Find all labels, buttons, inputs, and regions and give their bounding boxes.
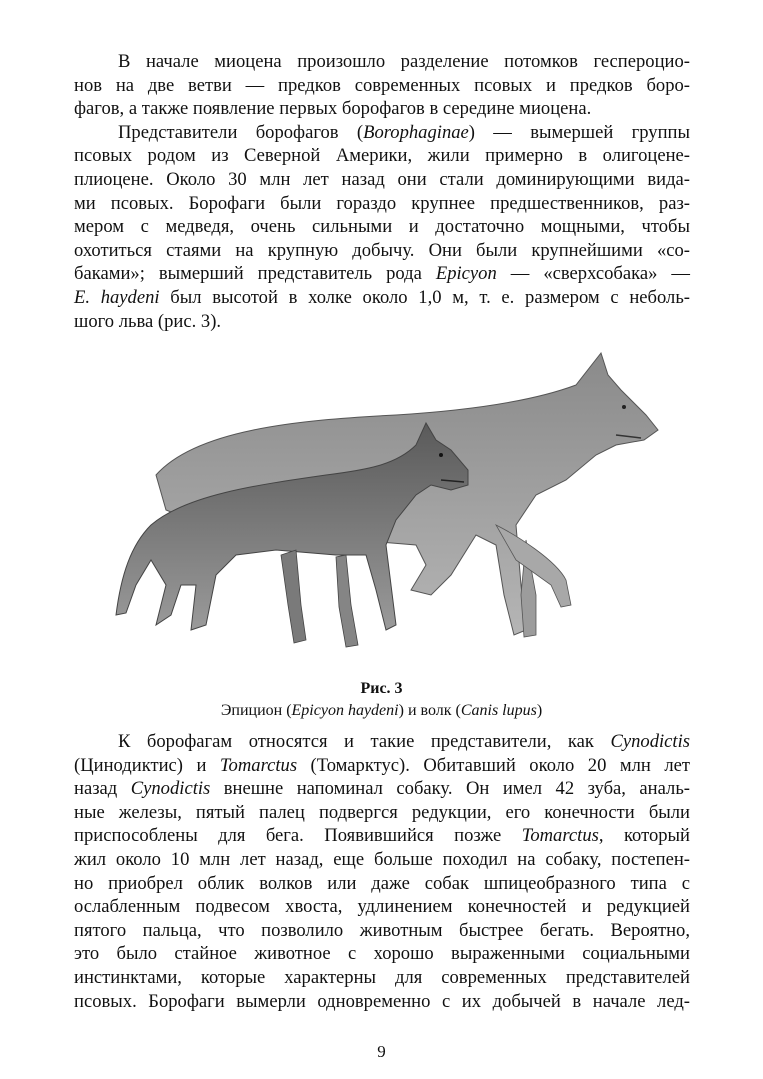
figure-caption: Эпицион (Epicyon haydeni) и волк (Canis lupus) (220, 702, 543, 719)
paragraph-1 (74, 50, 690, 121)
text-line: инстинктами, которые характерны для современных представителей (74, 966, 690, 988)
figure-epicyon-and-wolf (96, 345, 666, 665)
text-line: шого льва (рис. 3). (74, 310, 222, 332)
text-line: приспособлены для бега. Появившийся позже Tomarctus, который (74, 825, 690, 847)
text-line: мером с медведя, очень сильными и достаточно мощными, чтобы (74, 216, 690, 238)
text-line: плиоцене. Около 30 млн лет назад они стали доминирующими вида- (74, 168, 690, 190)
figure-title: Рис. 3 (360, 680, 403, 697)
text-line: но приобрел облик волков или даже собак шпицеобразного типа с (74, 872, 690, 894)
text-line: пятого пальца, что позволило животным быстрее бегать. Вероятно, (74, 919, 690, 941)
text-line: В начале миоцена произошло разделение потомков гесперoцио- (118, 51, 690, 72)
text-line: псовых. Борофаги вымерли одновременно с их добычей в начале лед- (74, 990, 690, 1012)
text-line: (Цинодиктис) и Tomarctus (Томарктус). Обитавший около 20 млн лет (74, 754, 691, 776)
text-line: ми псовых. Борофаги были гораздо крупнее предшественников, раз- (74, 192, 690, 214)
text-bottom (74, 730, 690, 1013)
text-top (74, 50, 690, 333)
text-line: псовых родом из Северной Америки, жили примерно в олигоцене- (74, 145, 690, 167)
text-line: ослабленным подвесом хвоста, удлинением конечностей и редукцией (74, 896, 690, 918)
text-line: E. haydeni был высотой в холке около 1,0 м, т. е. размером с неболь- (74, 286, 691, 308)
paragraph-3 (74, 730, 690, 1013)
text-line: К борофагам относятся и такие представители, как Cynodictis (118, 731, 690, 752)
text-line: охотиться стаями на крупную добычу. Они были крупнейшими «со- (74, 239, 690, 261)
text-line: нов на две ветви — предков современных псовых и предков боро- (74, 74, 690, 96)
text-line: Представители борофагов (Borophaginae) — вымершей группы (118, 121, 690, 143)
text-line: фагов, а также появление первых борофагов в середине миоцена. (74, 98, 592, 120)
paragraph-2 (74, 121, 690, 333)
text-line: назад Cynodictis внешне напоминал собаку. Он имел 42 зуба, аналь- (74, 778, 690, 800)
text-line: это было стайное животное с хорошо выраженными социальными (74, 943, 690, 965)
text-line: баками»; вымерший представитель рода Epicyon — «сверхсобака» — (74, 263, 690, 285)
text-line: ные железы, пятый палец подвергся редукции, его конечности были (74, 801, 690, 823)
text-line: жил около 10 млн лет назад, еще больше походил на собаку, постепен- (74, 848, 690, 870)
page-number: 9 (377, 1042, 386, 1061)
